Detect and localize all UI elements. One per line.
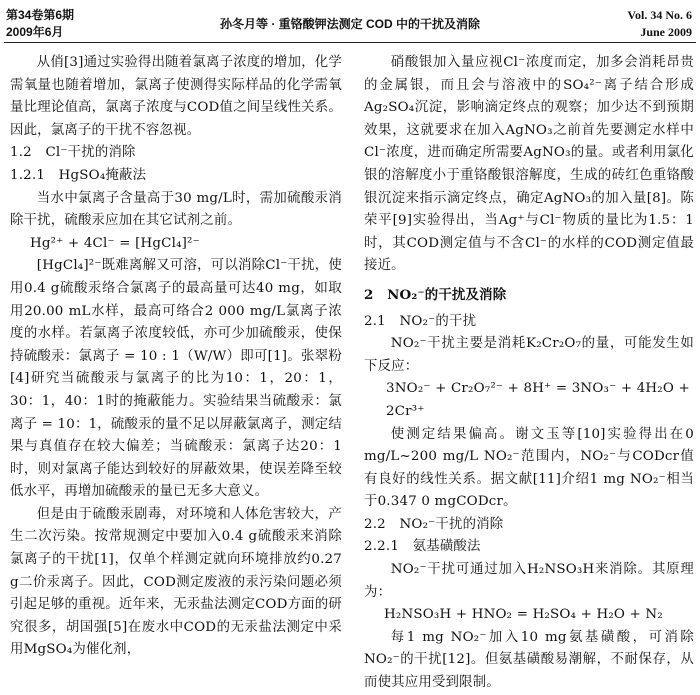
subsection-heading-1-2-1: 1.2.1 HgSO₄掩蔽法: [10, 167, 147, 183]
running-header: [0, 0, 700, 44]
volume-issue-cn: 第34卷第6期: [6, 8, 75, 22]
paragraph: 硝酸银加入量应视Cl⁻浓度而定，加多会消耗昂贵的金属银，而且会与溶液中的SO₄²⁻离子结合形成Ag₂SO₄沉淀，影响滴定终点的观察；加少达不到预期效果，这就要求在加入AgNO₃之前首先要测定水样中Cl⁻浓度，进而确定所需要AgNO₃的量。或者利用氯化银的溶解度小于重铬酸银溶解度，生成的砖红色重铬酸银沉淀来指示滴定终点，确定AgNO₃的加入量[8]。陈荣平[9]实验得出，当Ag⁺与Cl⁻物质的量比为1.5：1时，其COD测定值与不含Cl⁻的水样的COD测定值最接近。: [364, 55, 694, 274]
subsection-heading-2-2: 2.2 NO₂⁻干扰的消除: [364, 516, 504, 532]
section-heading-1-2: 1.2 Cl⁻干扰的消除: [10, 145, 136, 161]
paragraph: 但是由于硫酸汞剧毒，对环境和人体危害较大，产生二次污染。按常规测定中要加入0.4 g硫酸汞来消除氯离子的干扰[1]，仅单个样测定就向环境排放约0.27 g二价汞离子。因此，COD测定废液的汞污染问题必须引起足够的重视。近年来，无汞盐法测定COD方面的研究很多，胡国强[5]在废水中COD的无汞盐法测定中采用MgSO₄为催化剂，: [10, 506, 342, 658]
paragraph: NO₂⁻干扰主要是消耗K₂Cr₂O₇的量，可能发生如下反应：: [364, 336, 694, 374]
equation: Hg²⁺ + 4Cl⁻ = [HgCl₄]²⁻: [30, 235, 200, 251]
equation: H₂NSO₃H + HNO₂ = H₂SO₄ + H₂O + N₂: [384, 607, 663, 623]
subsection-heading-2-1: 2.1 NO₂⁻的干扰: [364, 313, 477, 329]
left-column: [10, 52, 342, 662]
paragraph: NO₂⁻干扰可通过加入H₂NSO₃H来消除。其原理为：: [364, 562, 694, 600]
right-column: [364, 52, 694, 695]
section-heading-2: 2 NO₂⁻的干扰及消除: [364, 286, 507, 303]
paragraph: 当水中氯离子含量高于30 mg/L时，需加硫酸汞消除干扰，硫酸汞应加在其它试剂之前。: [10, 190, 342, 229]
date-en: June 2009: [640, 25, 692, 39]
date-cn: 2009年6月: [6, 25, 64, 39]
subsection-heading-2-2-1: 2.2.1 氨基磺酸法: [364, 539, 481, 555]
header-rule: [4, 42, 696, 43]
running-title: 孙冬月等 · 重铬酸钾法测定 COD 中的干扰及消除: [220, 17, 480, 31]
paragraph: 使测定结果偏高。谢文玉等[10]实验得出在0 mg/L~200 mg/L NO₂⁻范围内，NO₂⁻与CODcr值有良好的线性关系。据文献[11]介绍1 mg NO₂⁻相当于0.347 0 mgCODcr。: [364, 426, 694, 510]
equation: 3NO₂⁻ + Cr₂O₇²⁻ + 8H⁺ = 3NO₃⁻ + 4H₂O + 2Cr³⁺: [386, 381, 690, 419]
paragraph: 每1 mg NO₂⁻加入10 mg氨基磺酸，可消除NO₂⁻的干扰[12]。但氨基磺酸易潮解，不耐保存，从而使其应用受到限制。: [364, 629, 694, 691]
paragraph: 从俏[3]通过实验得出随着氯离子浓度的增加，化学需氧量也随着增加，氯离子使测得实际样品的化学需氧量比理论值高，氯离子浓度与COD值之间呈线性关系。因此，氯离子的干扰不容忽视。: [10, 55, 342, 138]
paragraph: [HgCl₄]²⁻既难离解又可溶，可以消除Cl⁻干扰，使用0.4 g硫酸汞络合氯离子的最高量可达40 mg，如取用20.00 mL水样，最高可络合2 000 mg/L氯离子浓度的水样。若氯离子浓度较低，亦可少加硫酸汞，使保持硫酸汞：氯离子 = 10 : 1（W/W）即可[1]。张翠粉[4]研究当硫酸汞与氯离子的比为10：1，20：1，30：1，40：1时的掩蔽能力。实验结果当硫酸汞：氯离子 = 10：1，硫酸汞的量不足以屏蔽氯离子，测定结果与真值存在较大偏差；当硫酸汞：氯离子达20：1时，则对氯离子能达到较好的屏蔽效果，使误差降至较低水平，再增加硫酸汞的量已无多大意义。: [10, 258, 342, 500]
header-right: [627, 7, 692, 41]
volume-issue-en: Vol. 34 No. 6: [627, 8, 692, 22]
